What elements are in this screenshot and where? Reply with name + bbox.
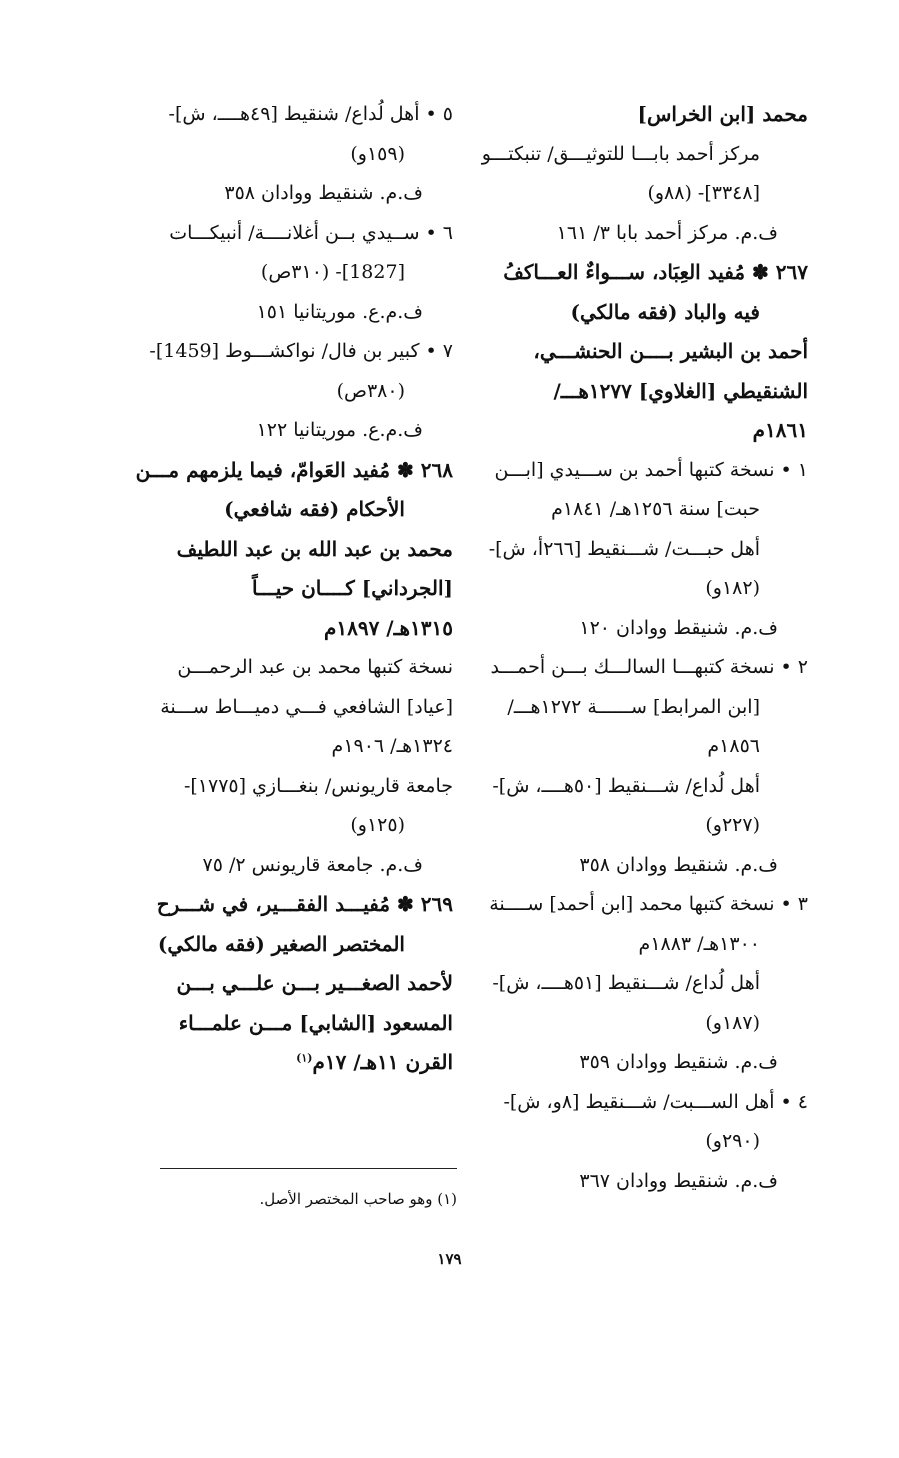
- line-text: ف.م. شنقيط ووادان ٣٥٨: [224, 182, 423, 204]
- left-column-line: [108, 569, 453, 609]
- line-text: ف.م. جامعة قاريونس ٢/ ٧٥: [202, 853, 423, 876]
- left-column-line: [108, 648, 453, 688]
- left-column-line: [108, 530, 453, 570]
- line-text: ٣ • نسخة كتبها محمد [ابن أحمد] ســــنة: [489, 893, 808, 915]
- line-text: ٢ • نسخة كتبهـــا السالـــك بـــن أحمـــد: [490, 656, 808, 678]
- line-text: ف.م. شنقيط ووادان ٣٦٧: [579, 1169, 778, 1192]
- line-text: الأحكام (فقه شافعي): [224, 497, 405, 521]
- line-text: [1827]- (٣١٠ص): [260, 261, 405, 283]
- footnote-separator: [160, 1168, 457, 1169]
- line-text: ١٨٥٦م: [707, 735, 760, 757]
- right-column-line: [478, 1122, 808, 1162]
- right-column-line: [478, 885, 808, 925]
- line-text: (١٨٧و): [705, 1011, 760, 1034]
- line-text: محمد بن عبد الله بن عبد اللطيف: [176, 536, 453, 561]
- right-column-line: [478, 569, 808, 609]
- left-column-line: [108, 1043, 453, 1083]
- left-column-line: [108, 214, 453, 254]
- left-column-line: [108, 135, 453, 175]
- line-text: ١٣٢٤هـ/ ١٩٠٦م: [331, 735, 453, 757]
- line-text: محمد [ابن الخراس]: [637, 102, 808, 126]
- line-text: ف.م. شنيقط ووادان ١٢٠: [579, 616, 778, 639]
- left-column-line: [108, 964, 453, 1004]
- left-column-line: [108, 925, 453, 965]
- left-column-line: [108, 372, 453, 412]
- right-column-line: [478, 767, 808, 807]
- line-text: (٣٨٠ص): [336, 379, 405, 402]
- line-text: ٢٦٨ ✽ مُفيد العَوامّ، فيما يلزمهم مـــن: [135, 457, 453, 482]
- line-text: لأحمد الصغـــير بـــن علـــي بـــن: [176, 971, 453, 995]
- line-text: القرن ١١هـ/ ١٧م: [312, 1050, 453, 1074]
- left-column-line: [108, 688, 453, 728]
- line-text: الشنقيطي [الغلاوي] ١٢٧٧هـــ/: [553, 378, 808, 403]
- line-text: فيه والباد (فقه مالكي): [570, 299, 760, 324]
- line-text: مركز أحمد بابـــا للتوثيـــق/ تنبكتـــو: [481, 142, 760, 165]
- line-text: ٢٦٧ ✽ مُفيد العِبَاد، ســـواءٌ العـــاكفُ: [503, 260, 808, 284]
- line-text: ف.م.ع. موريتانيا ١٥١: [256, 300, 423, 323]
- line-text: ١٣٠٠هـ/ ١٨٨٣م: [638, 932, 760, 955]
- right-column-line: [478, 95, 808, 135]
- line-text: ف.م. شنقيط ووادان ٣٥٩: [579, 1051, 778, 1073]
- left-column-line: [108, 411, 453, 451]
- left-column-line: [108, 767, 453, 807]
- line-text: أهل لُداع/ شـــنقيط [٥١هــــ، ش]-: [492, 972, 760, 994]
- right-column-line: [478, 609, 808, 649]
- left-column-line: [108, 293, 453, 333]
- line-text: ١٣١٥هـ/ ١٨٩٧م: [323, 615, 453, 640]
- right-column-line: [478, 727, 808, 767]
- line-text: (١٥٩و): [350, 142, 405, 165]
- line-text: (٢٢٧و): [705, 814, 760, 836]
- right-column-line: [478, 293, 808, 333]
- left-column-line: [108, 1004, 453, 1044]
- right-column-line: [478, 1083, 808, 1123]
- left-column-line: [108, 609, 453, 649]
- right-column-line: [478, 135, 808, 175]
- line-text: ١ • نسخة كتبها أحمد بن ســـيدي [ابـــن: [494, 458, 808, 481]
- footnote: (١) وهو صاحب المختصر الأصل.: [259, 1190, 457, 1208]
- right-column-line: [478, 964, 808, 1004]
- right-column-line: [478, 451, 808, 491]
- right-column: [478, 95, 808, 1201]
- line-text: [عياد] الشافعي فـــي دميـــاط ســـنة: [160, 695, 453, 718]
- right-column-line: [478, 648, 808, 688]
- footnote-reference: (١): [296, 1051, 313, 1065]
- page-number: ١٧٩: [437, 1250, 462, 1268]
- right-column-line: [478, 490, 808, 530]
- right-column-line: [478, 332, 808, 372]
- line-text: ٢٦٩ ✽ مُفيـــد الفقـــير، في شـــرح: [156, 892, 453, 916]
- line-text: ٦ • ســيدي بــن أغلانــــة/ أنبيكـــات: [169, 221, 453, 244]
- line-text: (١٢٥و): [350, 814, 405, 836]
- line-text: أحمد بن البشير بــــن الحنشـــي،: [533, 339, 808, 363]
- right-column-line: [478, 846, 808, 886]
- right-column-line: [478, 1043, 808, 1083]
- right-column-line: [478, 925, 808, 965]
- line-text: [الجرداني] كــــان حيـــاً: [252, 576, 453, 600]
- line-text: أهل لُداع/ شـــنقيط [٥٠هــــ، ش]-: [492, 774, 760, 797]
- left-column-line: [108, 885, 453, 925]
- right-column-line: [478, 1162, 808, 1202]
- left-column-line: [108, 846, 453, 886]
- left-column-line: [108, 806, 453, 846]
- line-text: ١٨٦١م: [752, 418, 808, 442]
- right-column-line: [478, 253, 808, 293]
- left-column-line: [108, 332, 453, 372]
- right-column-line: [478, 530, 808, 570]
- line-text: (٢٩٠و): [705, 1130, 760, 1152]
- line-text: المسعود [الشابي] مـــن علمـــاء: [178, 1010, 453, 1035]
- line-text: المختصر الصغير (فقه مالكي): [157, 931, 405, 956]
- right-column-line: [478, 372, 808, 412]
- left-column-line: [108, 727, 453, 767]
- line-text: ف.م.ع. موريتانيا ١٢٢: [256, 419, 423, 441]
- line-text: ف.م. مركز أحمد بابا ٣/ ١٦١: [556, 221, 778, 244]
- line-text: ٥ • أهل لُداع/ شنقيط [٤٩هــــ، ش]-: [168, 103, 453, 125]
- line-text: نسخة كتبها محمد بن عبد الرحمـــن: [177, 656, 453, 678]
- left-column-line: [108, 95, 453, 135]
- left-column: [108, 95, 453, 1083]
- line-text: أهل حبـــت/ شـــنقيط [٢٦٦أ، ش]-: [488, 537, 760, 560]
- right-column-line: [478, 174, 808, 214]
- line-text: حبت] سنة ١٢٥٦هـ/ ١٨٤١م: [551, 498, 760, 520]
- left-column-line: [108, 490, 453, 530]
- line-text: ٧ • كبير بن فال/ نواكشـــوط [1459]-: [149, 340, 453, 362]
- right-column-line: [478, 214, 808, 254]
- line-text: (١٨٢و): [705, 577, 760, 599]
- left-column-line: [108, 451, 453, 491]
- line-text: [ابن المرابط] ســــــة ١٢٧٢هـــ/: [507, 695, 760, 718]
- left-column-line: [108, 253, 453, 293]
- right-column-line: [478, 411, 808, 451]
- line-text: جامعة قاريونس/ بنغـــازي [١٧٧٥]-: [183, 774, 453, 797]
- line-text: [٣٣٤٨]- (٨٨و): [647, 182, 760, 204]
- right-column-line: [478, 1004, 808, 1044]
- line-text: ٤ • أهل الســـبت/ شـــنقيط [٨و، ش]-: [503, 1090, 808, 1113]
- left-column-line: [108, 174, 453, 214]
- right-column-line: [478, 806, 808, 846]
- right-column-line: [478, 688, 808, 728]
- line-text: ف.م. شنقيط ووادان ٣٥٨: [579, 853, 778, 876]
